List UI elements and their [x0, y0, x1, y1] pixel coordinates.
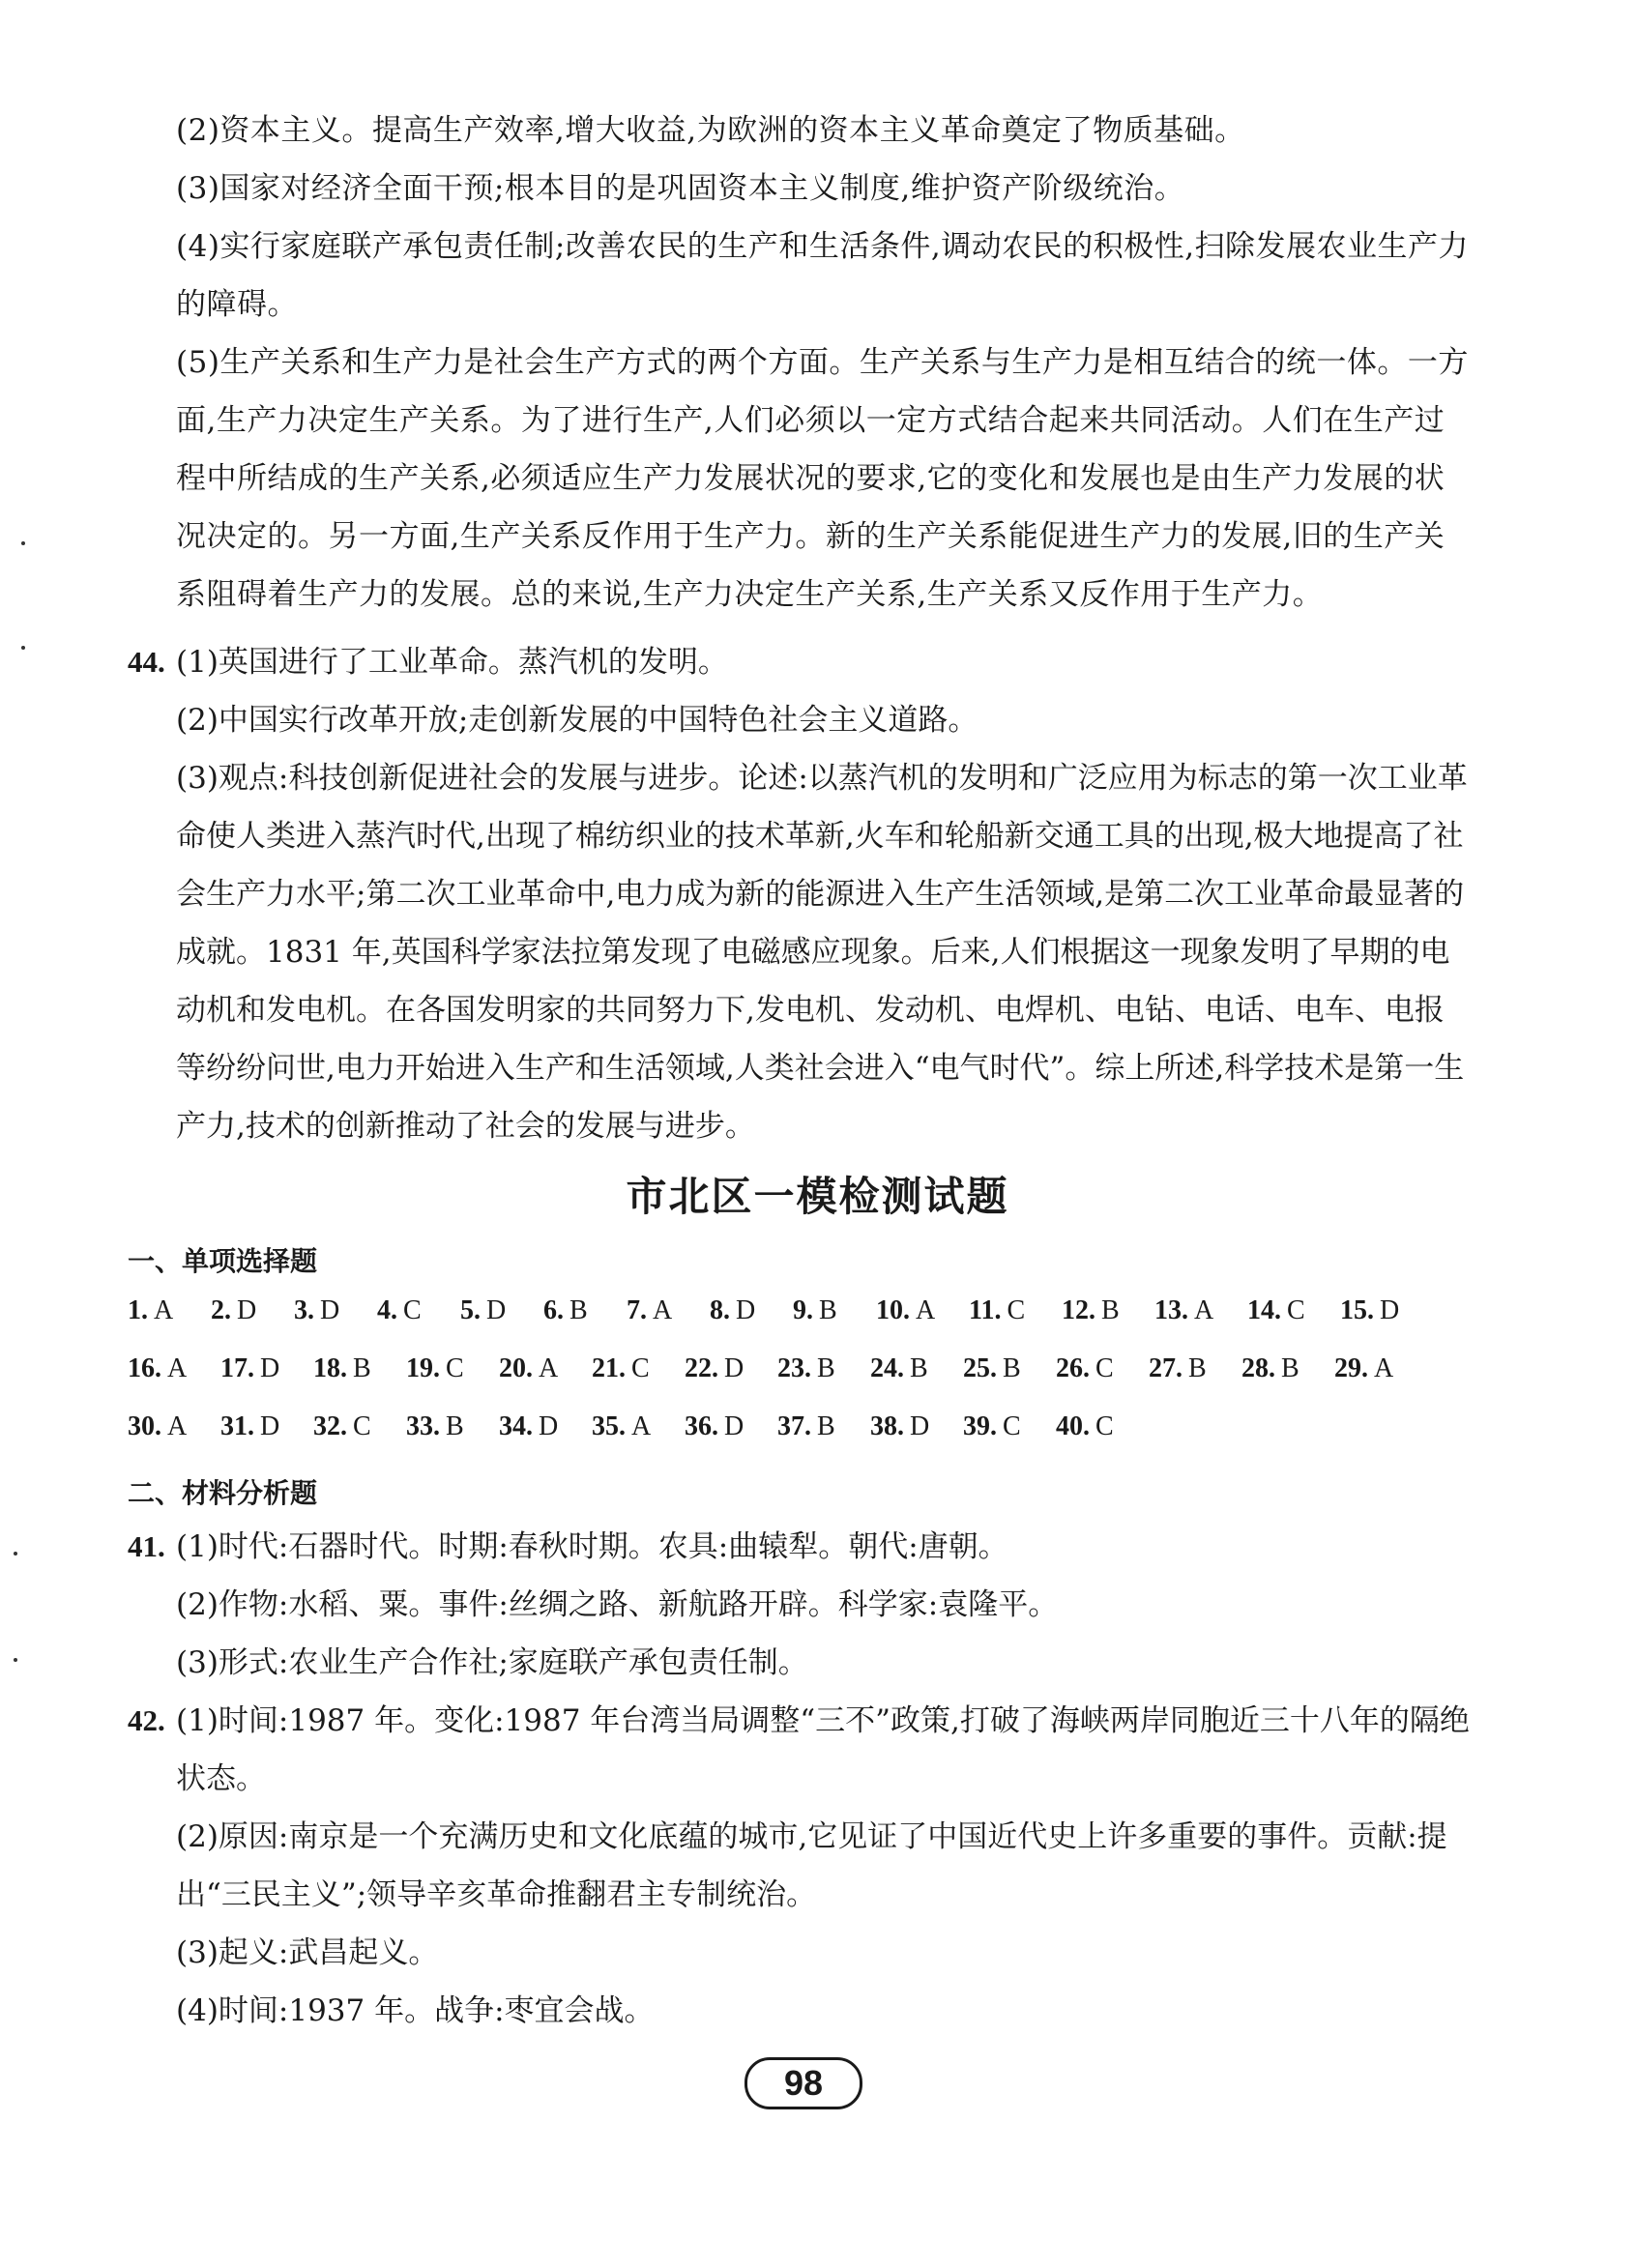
answer-item	[128, 1411, 220, 1442]
answer-letter: C	[1007, 1295, 1026, 1325]
answer-letter: B	[1003, 1353, 1021, 1383]
answer-item	[963, 1411, 1056, 1442]
scan-speck	[21, 646, 25, 650]
answer-letter: A	[167, 1353, 188, 1383]
answer-item	[313, 1411, 406, 1442]
answer-item	[1149, 1353, 1241, 1384]
answer-number: 36.	[685, 1411, 718, 1441]
answer-row-1	[128, 1295, 1501, 1326]
answer-letter: A	[916, 1295, 936, 1325]
answer-number: 1.	[128, 1295, 148, 1325]
q44-answer-2: (2)中国实行改革开放;走创新发展的中国特色社会主义道路。	[176, 703, 978, 738]
answer-letter: A	[631, 1411, 652, 1441]
answer-item	[128, 1295, 211, 1326]
answer-number: 6.	[543, 1295, 564, 1325]
answer-item	[499, 1353, 592, 1384]
answer-item	[777, 1411, 870, 1442]
answer-item	[1062, 1295, 1154, 1326]
answer-item	[876, 1295, 969, 1326]
question-41	[128, 1518, 1472, 1692]
answer-letter: C	[446, 1353, 464, 1383]
answer-item	[592, 1411, 685, 1442]
answer-number: 17.	[220, 1353, 254, 1383]
answer-letter: B	[817, 1353, 835, 1383]
answer-item	[870, 1353, 963, 1384]
answer-item	[793, 1295, 876, 1326]
answer-item	[499, 1411, 592, 1442]
answer-number: 4.	[377, 1295, 397, 1325]
answer-number: 14.	[1247, 1295, 1281, 1325]
answer-letter: C	[1287, 1295, 1305, 1325]
answer-letter: B	[819, 1295, 837, 1325]
scan-speck	[21, 541, 25, 545]
answer-number: 28.	[1241, 1353, 1275, 1383]
question-42	[128, 1692, 1472, 2040]
q42-answer-4: (4)时间:1937 年。战争:枣宜会战。	[176, 1993, 655, 2028]
answer-item	[627, 1295, 710, 1326]
scan-speck	[14, 1658, 17, 1662]
answer-item	[777, 1353, 870, 1384]
answer-number: 31.	[220, 1411, 254, 1441]
answer-item	[128, 1353, 220, 1384]
answer-number: 10.	[876, 1295, 910, 1325]
answer-letter: D	[910, 1411, 930, 1441]
answer-item	[1334, 1353, 1427, 1384]
answer-number: 19.	[406, 1353, 440, 1383]
answer-row-3	[128, 1411, 1501, 1442]
answer-letter: C	[1003, 1411, 1021, 1441]
answer-item	[1247, 1295, 1340, 1326]
answer-letter: B	[1101, 1295, 1120, 1325]
answer-letter: D	[486, 1295, 507, 1325]
answer-item	[406, 1411, 499, 1442]
q41-answer-3: (3)形式:农业生产合作社;家庭联产承包责任制。	[176, 1645, 808, 1680]
answer-item	[377, 1295, 460, 1326]
section-heading-single-choice: 一、单项选择题	[128, 1245, 318, 1277]
question-number: 41.	[128, 1529, 165, 1563]
answer-item	[870, 1411, 963, 1442]
answer-letter: B	[446, 1411, 464, 1441]
answer-item	[685, 1411, 777, 1442]
answer-letter: D	[724, 1411, 745, 1441]
answer-item	[1056, 1353, 1149, 1384]
top-answer-2: (2)资本主义。提高生产效率,增大收益,为欧洲的资本主义革命奠定了物质基础。	[176, 113, 1245, 148]
answer-number: 9.	[793, 1295, 813, 1325]
answer-letter: C	[1095, 1353, 1114, 1383]
answer-item	[963, 1353, 1056, 1384]
q42-answer-1: (1)时间:1987 年。变化:1987 年台湾当局调整“三不”政策,打破了海峡两岸同胞近三十八年的隔绝状态。	[176, 1703, 1470, 1796]
answer-item	[710, 1295, 793, 1326]
answer-number: 20.	[499, 1353, 533, 1383]
answer-number: 7.	[627, 1295, 647, 1325]
answer-letter: B	[353, 1353, 371, 1383]
answer-item	[460, 1295, 543, 1326]
answer-letter: D	[237, 1295, 257, 1325]
answer-item	[969, 1295, 1062, 1326]
answer-letter: D	[724, 1353, 745, 1383]
answer-number: 39.	[963, 1411, 997, 1441]
answer-number: 12.	[1062, 1295, 1095, 1325]
answer-letter: B	[817, 1411, 835, 1441]
answer-item	[1241, 1353, 1334, 1384]
answer-letter: A	[167, 1411, 188, 1441]
top-answer-3: (3)国家对经济全面干预;根本目的是巩固资本主义制度,维护资产阶级统治。	[176, 171, 1185, 206]
answer-number: 34.	[499, 1411, 533, 1441]
answer-number: 11.	[969, 1295, 1002, 1325]
top-answer-4: (4)实行家庭联产承包责任制;改善农民的生产和生活条件,调动农民的积极性,扫除发展农业生产力的障碍。	[176, 229, 1470, 322]
answer-number: 13.	[1154, 1295, 1188, 1325]
answer-number: 15.	[1340, 1295, 1374, 1325]
q44-answer-1: (1)英国进行了工业革命。蒸汽机的发明。	[176, 645, 728, 680]
answer-item	[1340, 1295, 1433, 1326]
answer-number: 3.	[294, 1295, 314, 1325]
answer-item	[685, 1353, 777, 1384]
answer-item	[543, 1295, 627, 1326]
answer-number: 32.	[313, 1411, 347, 1441]
answer-letter: D	[736, 1295, 756, 1325]
answer-number: 29.	[1334, 1353, 1368, 1383]
answer-letter: A	[1374, 1353, 1394, 1383]
answer-letter: A	[653, 1295, 673, 1325]
answer-letter: A	[154, 1295, 174, 1325]
answer-number: 22.	[685, 1353, 718, 1383]
answer-number: 38.	[870, 1411, 904, 1441]
page-number: 98	[745, 2057, 862, 2109]
question-number: 44.	[128, 645, 165, 679]
answer-row-2	[128, 1353, 1501, 1384]
answer-number: 16.	[128, 1353, 161, 1383]
answer-number: 23.	[777, 1353, 811, 1383]
answer-letter: B	[569, 1295, 588, 1325]
answer-letter: A	[539, 1353, 559, 1383]
answer-item	[1056, 1411, 1149, 1442]
answer-number: 25.	[963, 1353, 997, 1383]
answer-number: 21.	[592, 1353, 626, 1383]
section-heading-material-analysis: 二、材料分析题	[128, 1477, 318, 1509]
scan-speck	[14, 1552, 17, 1556]
answer-number: 5.	[460, 1295, 481, 1325]
q42-answer-3: (3)起义:武昌起义。	[176, 1935, 439, 1970]
answer-letter: D	[320, 1295, 340, 1325]
top-answer-5: (5)生产关系和生产力是社会生产方式的两个方面。生产关系与生产力是相互结合的统一体。一方面,生产力决定生产关系。为了进行生产,人们必须以一定方式结合起来共同活动。人们在生产过程中所结成的生产关系,必须适应生产力发展状况的要求,它的变化和发展也是由生产力发展的状况决定的。另一方面,生产关系反作用于生产力。新的生产关系能促进生产力的发展,旧的生产关系阻碍着生产力的发展。总的来说,生产力决定生产关系,生产关系又反作用于生产力。	[176, 345, 1469, 612]
answer-letter: C	[631, 1353, 650, 1383]
answer-letter: B	[1281, 1353, 1299, 1383]
answer-letter: B	[1188, 1353, 1207, 1383]
page-title: 市北区一模检测试题	[626, 1173, 1009, 1220]
answer-item	[294, 1295, 377, 1326]
answer-number: 40.	[1056, 1411, 1090, 1441]
answer-item	[313, 1353, 406, 1384]
answer-number: 37.	[777, 1411, 811, 1441]
answer-number: 2.	[211, 1295, 231, 1325]
answer-number: 30.	[128, 1411, 161, 1441]
q44-answer-3: (3)观点:科技创新促进社会的发展与进步。论述:以蒸汽机的发明和广泛应用为标志的第一次工业革命使人类进入蒸汽时代,出现了棉纺织业的技术革新,火车和轮船新交通工具的出现,极大地提高了社会生产力水平;第二次工业革命中,电力成为新的能源进入生产生活领域,是第二次工业革命最显著的成就。1831 年,英国科学家法拉第发现了电磁感应现象。后来,人们根据这一现象发明了早期的电动机和发电机。在各国发明家的共同努力下,发电机、发动机、电焊机、电钻、电话、电车、电报等纷纷问世,电力开始进入生产和生活领域,人类社会进入“电气时代”。综上所述,科学技术是第一生产力,技术的创新推动了社会的发展与进步。	[176, 761, 1468, 1144]
answer-letter: B	[910, 1353, 928, 1383]
answer-letter: A	[1194, 1295, 1214, 1325]
answer-item	[211, 1295, 294, 1326]
answer-number: 18.	[313, 1353, 347, 1383]
answer-number: 26.	[1056, 1353, 1090, 1383]
answer-number: 24.	[870, 1353, 904, 1383]
q41-answer-1: (1)时代:石器时代。时期:春秋时期。农具:曲辕犁。朝代:唐朝。	[176, 1529, 1008, 1564]
answer-number: 33.	[406, 1411, 440, 1441]
answer-item	[220, 1411, 313, 1442]
answer-item	[220, 1353, 313, 1384]
answer-item	[592, 1353, 685, 1384]
answer-letter: C	[353, 1411, 371, 1441]
question-number: 42.	[128, 1703, 165, 1737]
answer-letter: D	[1380, 1295, 1400, 1325]
answer-number: 27.	[1149, 1353, 1182, 1383]
answer-letter: D	[539, 1411, 559, 1441]
answer-letter: C	[1095, 1411, 1114, 1441]
answer-number: 35.	[592, 1411, 626, 1441]
question-44	[128, 633, 1472, 1155]
answer-letter: D	[260, 1353, 280, 1383]
answer-item	[406, 1353, 499, 1384]
q42-answer-2: (2)原因:南京是一个充满历史和文化底蕴的城市,它见证了中国近代史上许多重要的事件。贡献:提出“三民主义”;领导辛亥革命推翻君主专制统治。	[176, 1819, 1447, 1912]
q41-answer-2: (2)作物:水稻、粟。事件:丝绸之路、新航路开辟。科学家:袁隆平。	[176, 1587, 1059, 1622]
answer-number: 8.	[710, 1295, 730, 1325]
answer-item	[1154, 1295, 1247, 1326]
answer-letter: D	[260, 1411, 280, 1441]
answer-letter: C	[403, 1295, 422, 1325]
